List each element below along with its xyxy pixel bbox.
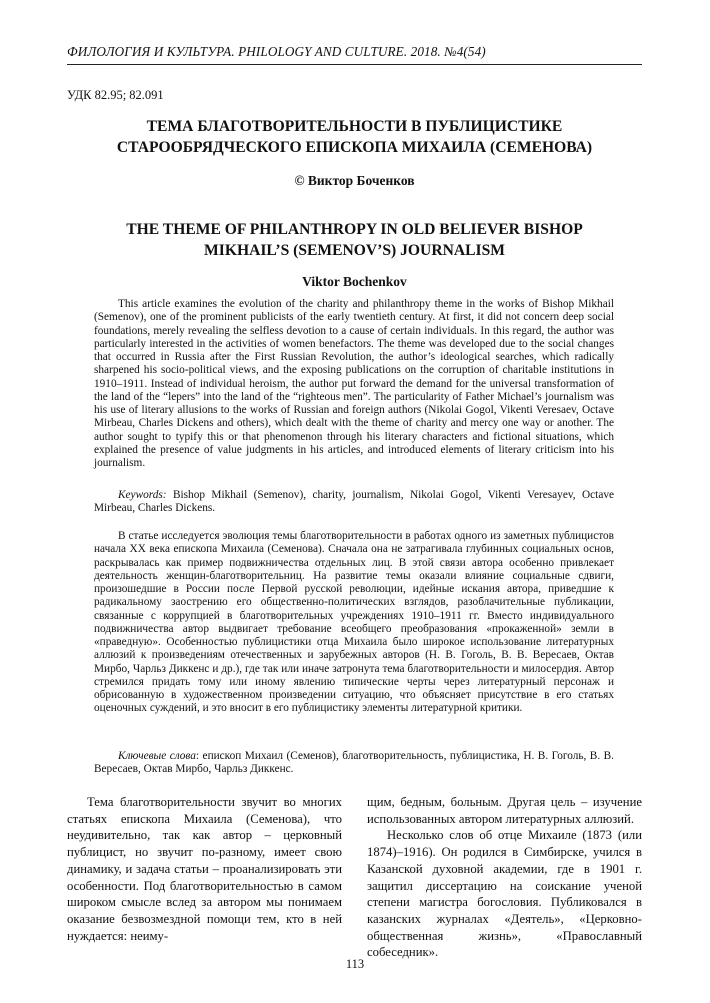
keywords-ru [94,750,614,777]
page-number: 113 [345,957,365,971]
article-title-en [67,219,642,261]
abstract-ru: В статье исследуется эволюция темы благотворительности в работах одного из заметных публицистов начала XX века епископа Михаила (Семенова). Сначала она не затрагивала глубинных социальных основ, раскрывалась как пример подвижничества отдельных лиц. В этой связи автора особенно привлекает деятельность женщин-благотворительниц. На развитие темы оказали влияние социальные сдвиги, произошедшие в России после Первой русской революции, идейные искания автора, приведшие к радикальному заострению его общественно-политических взглядов, разоблачительные публикации, связанные с коррупцией в благотворительных учреждениях 1910–1911 гг. Вместо индивидуального подвижничества автор выдвигает требование всеобщего преобразования «прокаженной» земли в «праведную». Особенностью публицистики отца Михаила было широкое использование литературных аллюзий к произведениям отечественных и зарубежных авторов (Н. В. Гоголь, В. В. Вересаев, Октав Мирбо, Чарльз Диккенс и др.), где так или иначе затронута тема благотворительности и милосердия. Автор стремился придать тому или иному явлению типические черты через литературный персонаж и обрисованную в художественном произведении ситуацию, что объясняет присутствие в его статьях оценочных суждений, и это вносит в его публицистику элементы литературной критики. [94,530,614,715]
title-ru-line-1: ТЕМА БЛАГОТВОРИТЕЛЬНОСТИ В ПУБЛИЦИСТИКЕ [146,118,563,135]
article-title-ru [67,116,642,158]
keywords-en-label: Keywords: [118,489,167,501]
body-paragraph-continued: щим, бедным, больным. Другая цель – изучение использованных автором литературных аллюзий. [367,795,642,826]
keywords-en [94,489,614,516]
body-paragraph: Тема благотворительности звучит во многих статьях епископа Михаила (Семенова), что неудивительно, так как автор – церковный публицист, но звучит по-разному, имеет свою динамику, и задача статьи – проанализировать эти особенности. Под благотворительностью в самом широком смысле вслед за автором мы понимаем оказание безвозмездной помощи тем, кто в ней нуждается: неиму- [67,795,342,943]
title-en-line-1: THE THEME OF PHILANTHROPY IN OLD BELIEVER BISHOP [126,221,583,238]
keywords-ru-text: : епископ Михаил (Семенов), благотворительность, публицистика, Н. В. Гоголь, В. В. Вересаев, Октав Мирбо, Чарльз Диккенс. [94,750,615,776]
body-paragraph: Несколько слов об отце Михаиле (1873 (или 1874)–1916). Он родился в Симбирске, учился в Казанской духовной академии, где в 1901 г. защитил диссертацию на соискание ученой степени магистра богословия. Публиковался в казанских журналах «Деятель», «Церковно-общественная жизнь», «Православный собеседник». [367,828,642,960]
keywords-en-text: Bishop Mikhail (Semenov), charity, journalism, Nikolai Gogol, Vikenti Veresayev, Octave Mirbeau, Charles Dickens. [94,489,614,515]
author-name-ru: © Виктор Боченков [294,173,415,188]
udc-code: УДК 82.95; 82.091 [67,88,164,102]
keywords-ru-label: Ключевые слова [118,750,196,762]
running-header: ФИЛОЛОГИЯ И КУЛЬТУРА. PHILOLOGY AND CULTURE. 2018. №4(54) [67,44,486,59]
author-name-en: Viktor Bochenkov [302,274,407,289]
abstract-en: This article examines the evolution of the charity and philanthropy theme in the works of Bishop Mikhail (Semenov), one of the prominent publicists of the early twentieth century. At first, it did not concern deep social foundations, merely revealing the selfless devotion to a cause of certain individuals. In this regard, the author was particularly interested in the activities of women benefactors. The theme was developed due to the social changes that occurred in Russia after the First Russian Revolution, the author’s ideological searches, which radically sharpened his socio-political views, and the exposing publications on the corruption of charitable institutions in 1910–1911. Instead of individual heroism, the author put forward the demand for the universal transformation of the land of the “lepers” into the land of the “righteous men”. The particularity of Father Michael’s journalism was his use of literary allusions to the works of Russian and foreign authors (Nikolai Gogol, Vikenti Veresaev, Octave Mirbeau, Charles Dickens and others), which dealt with the theme of charity and mercy one way or another. The author sought to typify this or that phenomenon through his literary characters and fictional situations, which explained the presence of value judgments in his articles, and introduced elements of literary criticism into his journalism. [94,298,614,469]
body-column-right [367,794,642,961]
body-column-left [67,794,342,944]
title-en-line-2: MIKHAIL’S (SEMENOV’S) JOURNALISM [204,242,505,259]
title-ru-line-2: СТАРООБРЯДЧЕСКОГО ЕПИСКОПА МИХАИЛА (СЕМЕНОВА) [116,139,593,156]
header-rule [67,64,642,65]
